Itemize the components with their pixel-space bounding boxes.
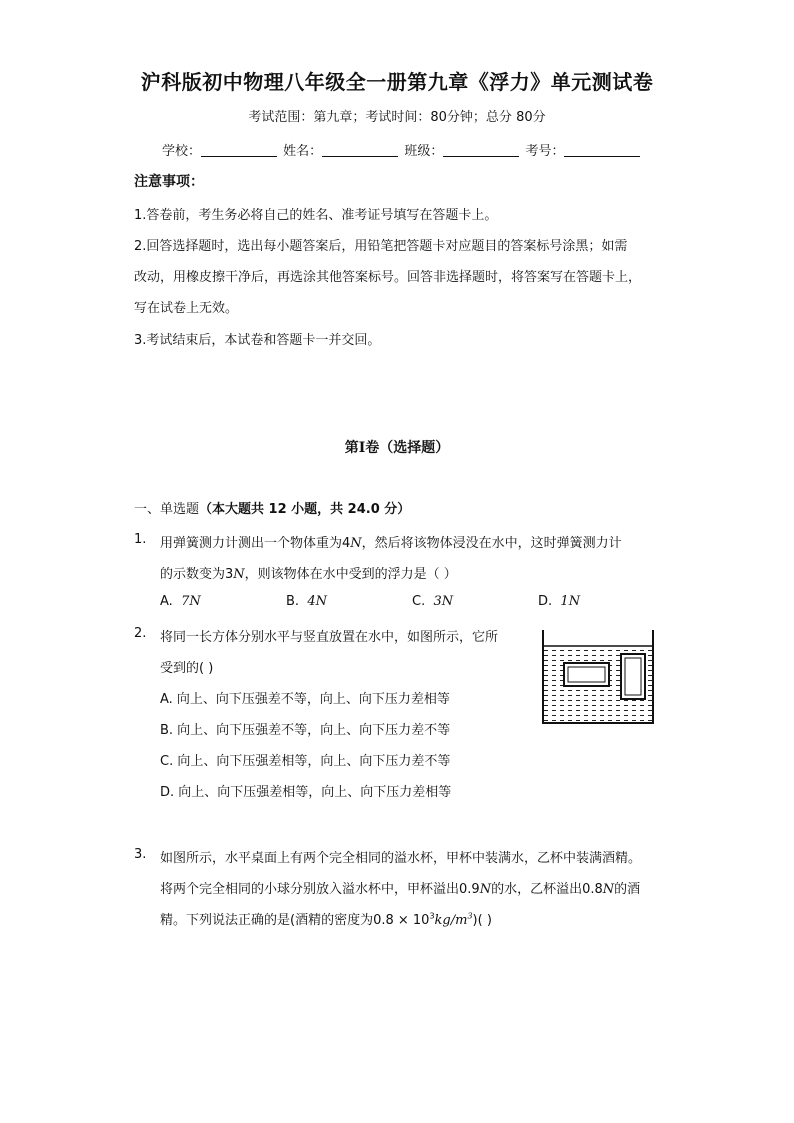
water-container-figure (536, 628, 660, 726)
question-text-line: 受到的( ) (160, 661, 214, 676)
field-label-school: 学校： (162, 144, 202, 159)
question-text-line: 的示数变为3N，则该物体在水中受到的浮力是（ ） (160, 567, 457, 582)
question-text-line: 将两个完全相同的小球分别放入溢水杯中，甲杯溢出0.9N的水，乙杯溢出0.8N的酒 (160, 882, 641, 897)
student-info-fields (162, 140, 642, 159)
section-title: 第Ⅰ卷（选择题） (344, 440, 450, 456)
paper-title: 沪科版初中物理八年级全一册第九章《浮力》单元测试卷 (140, 70, 654, 94)
field-label-name: 姓名： (283, 144, 323, 159)
section-heading-prefix: 一、单选题 (134, 502, 200, 517)
blank-school (201, 144, 277, 157)
section-heading-detail: （本大题共 12 小题，共 24.0 分） (199, 502, 411, 517)
option-c: C. 向上、向下压强差相等，向上、向下压力差不等 (160, 754, 451, 769)
blank-class (443, 144, 519, 157)
option-a: A. 向上、向下压强差不等，向上、向下压力差相等 (160, 692, 450, 707)
option-b: B. 向上、向下压强差不等，向上、向下压力差不等 (160, 723, 451, 738)
note-item: 2.回答选择题时，选出每小题答案后，用铅笔把答题卡对应题目的答案标号涂黑；如需 (134, 239, 628, 254)
note-item: 改动，用橡皮擦干净后，再选涂其他答案标号。回答非选择题时，将答案写在答题卡上， (134, 270, 642, 285)
option-d: D. 1N (538, 594, 581, 609)
option-b: B. 4N (286, 594, 327, 609)
option-a: A. 7N (160, 594, 201, 609)
question-number: 3. (134, 847, 147, 862)
question-text-line: 用弹簧测力计测出一个物体重为4N，然后将该物体浸没在水中，这时弹簧测力计 (160, 536, 622, 551)
question-number: 1. (134, 532, 147, 547)
note-item: 写在试卷上无效。 (134, 301, 239, 316)
field-label-id: 考号： (525, 144, 565, 159)
question-text-line: 将同一长方体分别水平与竖直放置在水中，如图所示，它所 (160, 630, 499, 645)
question-text-line: 精。下列说法正确的是(酒精的密度为$0.8 \times 10^3kg/m^3$)( ) (160, 911, 492, 928)
option-c: C. 3N (412, 594, 454, 609)
blank-id (564, 144, 640, 157)
note-item: 3.考试结束后，本试卷和答题卡一并交回。 (134, 333, 381, 348)
blank-name (322, 144, 398, 157)
option-d: D. 向上、向下压强差相等，向上、向下压力差相等 (160, 785, 452, 800)
field-label-class: 班级： (404, 144, 444, 159)
horizontal-block (564, 663, 609, 686)
question-text-line: 如图所示，水平桌面上有两个完全相同的溢水杯，甲杯中装满水，乙杯中装满酒精。 (160, 851, 642, 866)
section-heading (134, 498, 410, 517)
notes-title: 注意事项： (134, 174, 204, 190)
note-item: 1.答卷前，考生务必将自己的姓名、准考证号填写在答题卡上。 (134, 208, 498, 223)
exam-info: 考试范围：第九章；考试时间：80分钟；总分 80分 (248, 110, 546, 125)
question-number: 2. (134, 626, 147, 641)
